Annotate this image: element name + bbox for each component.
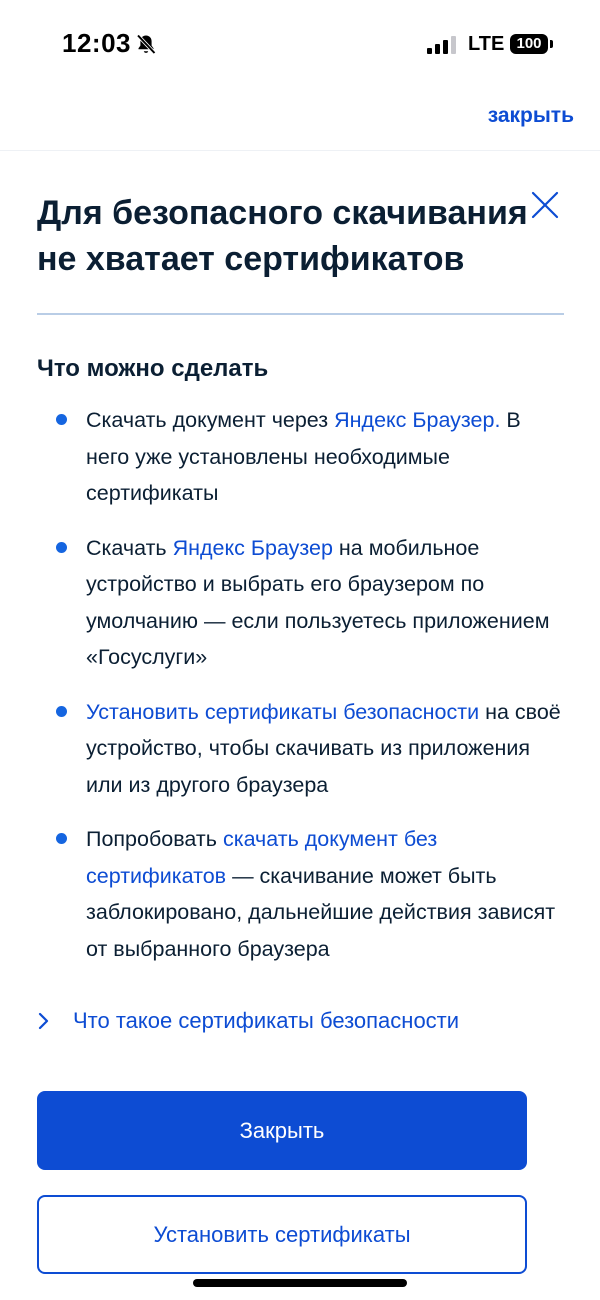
option-text-after: на мобильное устройство и выбрать его браузером по умолчанию — если пользуетесь приложением «Госуслуги» <box>86 535 550 669</box>
bullet-icon <box>56 706 67 717</box>
network-type: LTE <box>468 33 505 55</box>
top-bar <box>0 90 600 151</box>
top-close-link[interactable]: закрыть <box>487 104 574 127</box>
close-icon[interactable] <box>530 190 560 220</box>
close-button[interactable]: Закрыть <box>37 1091 527 1170</box>
option-text-after: В него уже установлены необходимые сертификаты <box>86 408 521 505</box>
modal-title: Для безопасного скачивания не хватает сертификатов <box>37 194 528 278</box>
section-title: Что можно сделать <box>37 355 269 382</box>
faq-link-label: Что такое сертификаты безопасности <box>73 1008 460 1033</box>
signal-icon <box>427 36 459 54</box>
option-text-after: на своё устройство, чтобы скачивать из приложения или из другого браузера <box>86 699 561 797</box>
option-item <box>37 821 567 967</box>
battery-level: 100 <box>516 35 542 52</box>
bell-muted-icon <box>135 33 157 55</box>
options-list <box>37 402 567 985</box>
option-link-download-browser[interactable]: Яндекс Браузер <box>172 535 333 560</box>
bullet-icon <box>56 833 67 844</box>
option-text-before: Попробовать <box>86 827 223 851</box>
option-link-yandex-browser[interactable]: Яндекс Браузер. <box>334 408 501 432</box>
battery-icon <box>510 34 554 56</box>
status-time: 12:03 <box>62 28 131 58</box>
status-bar <box>0 0 600 90</box>
option-link-install-certificates[interactable]: Установить сертификаты безопасности <box>86 699 480 724</box>
option-link-download-without-certificates[interactable]: скачать документ без сертификатов <box>86 827 438 888</box>
bullet-icon <box>56 414 67 425</box>
option-text-before: Скачать <box>86 535 173 560</box>
install-certificates-button[interactable]: Установить сертификаты <box>37 1195 527 1274</box>
option-item <box>37 530 567 676</box>
bullet-icon <box>56 542 67 553</box>
chevron-right-icon <box>37 1012 51 1030</box>
option-item <box>37 694 567 804</box>
option-item <box>37 402 567 512</box>
divider <box>37 313 564 315</box>
option-text-before: Скачать документ через <box>86 408 335 432</box>
faq-link[interactable] <box>37 1008 459 1034</box>
option-text-after: — скачивание может быть заблокировано, дальнейшие действия зависят от выбранного браузера <box>86 863 556 961</box>
home-indicator[interactable] <box>193 1279 407 1287</box>
